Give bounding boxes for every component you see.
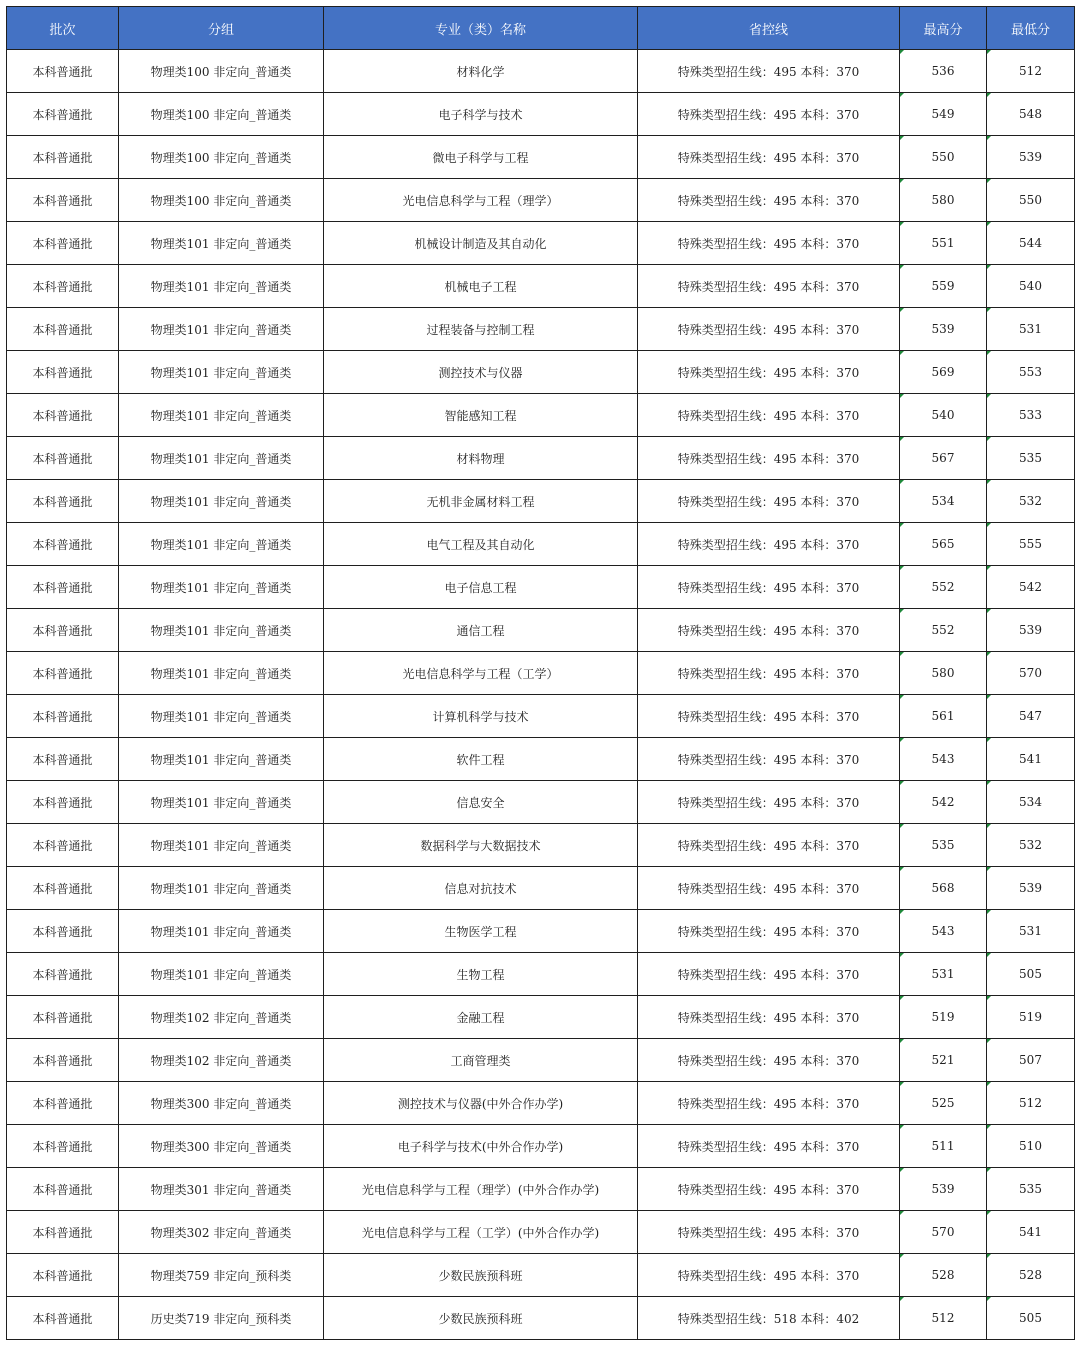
cell-max-score: 528	[900, 1254, 987, 1297]
cell-group: 物理类101 非定向_普通类	[119, 437, 324, 480]
cell-min-score: 544	[987, 222, 1075, 265]
cell-max-score: 552	[900, 609, 987, 652]
cell-control-line: 特殊类型招生线：495 本科：370	[638, 50, 900, 93]
table-row	[7, 738, 1075, 781]
cell-max-score: 552	[900, 566, 987, 609]
cell-min-score: 548	[987, 93, 1075, 136]
table-row	[7, 265, 1075, 308]
cell-control-line: 特殊类型招生线：495 本科：370	[638, 222, 900, 265]
cell-batch: 本科普通批	[7, 523, 119, 566]
cell-group: 物理类101 非定向_普通类	[119, 566, 324, 609]
cell-major: 测控技术与仪器(中外合作办学)	[324, 1082, 638, 1125]
cell-group: 物理类101 非定向_普通类	[119, 738, 324, 781]
cell-batch: 本科普通批	[7, 953, 119, 996]
cell-min-score: 540	[987, 265, 1075, 308]
cell-batch: 本科普通批	[7, 1168, 119, 1211]
cell-max-score: 536	[900, 50, 987, 93]
cell-group: 物理类759 非定向_预科类	[119, 1254, 324, 1297]
cell-min-score: 531	[987, 910, 1075, 953]
cell-control-line: 特殊类型招生线：495 本科：370	[638, 910, 900, 953]
table-row	[7, 953, 1075, 996]
cell-control-line: 特殊类型招生线：495 本科：370	[638, 953, 900, 996]
table-row	[7, 566, 1075, 609]
cell-group: 物理类101 非定向_普通类	[119, 609, 324, 652]
cell-control-line: 特殊类型招生线：495 本科：370	[638, 566, 900, 609]
cell-max-score: 535	[900, 824, 987, 867]
cell-group: 物理类100 非定向_普通类	[119, 179, 324, 222]
cell-min-score: 507	[987, 1039, 1075, 1082]
table-row	[7, 437, 1075, 480]
header-group: 分组	[119, 7, 324, 50]
cell-control-line: 特殊类型招生线：495 本科：370	[638, 609, 900, 652]
cell-batch: 本科普通批	[7, 781, 119, 824]
cell-group: 物理类101 非定向_普通类	[119, 308, 324, 351]
cell-max-score: 551	[900, 222, 987, 265]
cell-control-line: 特殊类型招生线：495 本科：370	[638, 695, 900, 738]
cell-batch: 本科普通批	[7, 738, 119, 781]
cell-major: 电气工程及其自动化	[324, 523, 638, 566]
cell-batch: 本科普通批	[7, 1211, 119, 1254]
cell-batch: 本科普通批	[7, 566, 119, 609]
cell-control-line: 特殊类型招生线：495 本科：370	[638, 824, 900, 867]
cell-major: 无机非金属材料工程	[324, 480, 638, 523]
cell-major: 信息安全	[324, 781, 638, 824]
table-row	[7, 136, 1075, 179]
cell-max-score: 580	[900, 652, 987, 695]
table-row	[7, 781, 1075, 824]
cell-batch: 本科普通批	[7, 996, 119, 1039]
cell-batch: 本科普通批	[7, 824, 119, 867]
table-row	[7, 480, 1075, 523]
cell-min-score: 570	[987, 652, 1075, 695]
table-row	[7, 910, 1075, 953]
cell-group: 物理类101 非定向_普通类	[119, 867, 324, 910]
cell-group: 物理类300 非定向_普通类	[119, 1125, 324, 1168]
cell-group: 物理类101 非定向_普通类	[119, 351, 324, 394]
cell-max-score: 565	[900, 523, 987, 566]
cell-max-score: 543	[900, 738, 987, 781]
cell-batch: 本科普通批	[7, 136, 119, 179]
cell-min-score: 535	[987, 437, 1075, 480]
cell-min-score: 532	[987, 480, 1075, 523]
cell-group: 物理类101 非定向_普通类	[119, 480, 324, 523]
cell-group: 物理类101 非定向_普通类	[119, 910, 324, 953]
table-row	[7, 867, 1075, 910]
cell-major: 过程装备与控制工程	[324, 308, 638, 351]
cell-control-line: 特殊类型招生线：495 本科：370	[638, 1168, 900, 1211]
cell-group: 物理类101 非定向_普通类	[119, 652, 324, 695]
cell-batch: 本科普通批	[7, 50, 119, 93]
cell-batch: 本科普通批	[7, 222, 119, 265]
cell-max-score: 543	[900, 910, 987, 953]
table-row	[7, 1297, 1075, 1340]
cell-min-score: 539	[987, 867, 1075, 910]
cell-min-score: 539	[987, 609, 1075, 652]
cell-batch: 本科普通批	[7, 308, 119, 351]
cell-control-line: 特殊类型招生线：495 本科：370	[638, 351, 900, 394]
cell-major: 机械设计制造及其自动化	[324, 222, 638, 265]
cell-batch: 本科普通批	[7, 480, 119, 523]
cell-min-score: 542	[987, 566, 1075, 609]
cell-min-score: 510	[987, 1125, 1075, 1168]
cell-max-score: 570	[900, 1211, 987, 1254]
cell-group: 物理类101 非定向_普通类	[119, 781, 324, 824]
cell-batch: 本科普通批	[7, 351, 119, 394]
cell-batch: 本科普通批	[7, 1125, 119, 1168]
table-row	[7, 1125, 1075, 1168]
cell-major: 光电信息科学与工程（理学）(中外合作办学)	[324, 1168, 638, 1211]
cell-control-line: 特殊类型招生线：495 本科：370	[638, 480, 900, 523]
table-row	[7, 1211, 1075, 1254]
cell-max-score: 561	[900, 695, 987, 738]
cell-major: 少数民族预科班	[324, 1254, 638, 1297]
table-row	[7, 1168, 1075, 1211]
table-row	[7, 222, 1075, 265]
cell-control-line: 特殊类型招生线：495 本科：370	[638, 738, 900, 781]
cell-major: 光电信息科学与工程（工学）(中外合作办学)	[324, 1211, 638, 1254]
cell-group: 物理类101 非定向_普通类	[119, 265, 324, 308]
cell-min-score: 519	[987, 996, 1075, 1039]
cell-batch: 本科普通批	[7, 179, 119, 222]
cell-major: 测控技术与仪器	[324, 351, 638, 394]
cell-min-score: 550	[987, 179, 1075, 222]
cell-max-score: 511	[900, 1125, 987, 1168]
cell-major: 材料物理	[324, 437, 638, 480]
table-row	[7, 50, 1075, 93]
cell-max-score: 559	[900, 265, 987, 308]
table-row	[7, 394, 1075, 437]
cell-min-score: 534	[987, 781, 1075, 824]
cell-max-score: 550	[900, 136, 987, 179]
table-row	[7, 695, 1075, 738]
cell-major: 金融工程	[324, 996, 638, 1039]
cell-control-line: 特殊类型招生线：495 本科：370	[638, 394, 900, 437]
cell-min-score: 532	[987, 824, 1075, 867]
cell-group: 物理类102 非定向_普通类	[119, 1039, 324, 1082]
cell-group: 物理类301 非定向_普通类	[119, 1168, 324, 1211]
cell-control-line: 特殊类型招生线：495 本科：370	[638, 523, 900, 566]
cell-min-score: 505	[987, 953, 1075, 996]
cell-major: 数据科学与大数据技术	[324, 824, 638, 867]
cell-max-score: 519	[900, 996, 987, 1039]
cell-control-line: 特殊类型招生线：495 本科：370	[638, 1125, 900, 1168]
cell-major: 电子信息工程	[324, 566, 638, 609]
cell-control-line: 特殊类型招生线：495 本科：370	[638, 1211, 900, 1254]
cell-min-score: 553	[987, 351, 1075, 394]
cell-control-line: 特殊类型招生线：495 本科：370	[638, 781, 900, 824]
table-body	[7, 50, 1075, 1340]
admission-scores-table-container	[6, 6, 1074, 1340]
cell-group: 物理类300 非定向_普通类	[119, 1082, 324, 1125]
table-row	[7, 609, 1075, 652]
cell-major: 智能感知工程	[324, 394, 638, 437]
cell-min-score: 541	[987, 1211, 1075, 1254]
cell-max-score: 525	[900, 1082, 987, 1125]
cell-batch: 本科普通批	[7, 1039, 119, 1082]
cell-major: 通信工程	[324, 609, 638, 652]
cell-max-score: 521	[900, 1039, 987, 1082]
cell-control-line: 特殊类型招生线：495 本科：370	[638, 136, 900, 179]
cell-major: 少数民族预科班	[324, 1297, 638, 1340]
cell-min-score: 528	[987, 1254, 1075, 1297]
cell-group: 物理类100 非定向_普通类	[119, 136, 324, 179]
cell-group: 物理类101 非定向_普通类	[119, 222, 324, 265]
cell-max-score: 539	[900, 308, 987, 351]
admission-scores-table	[6, 6, 1075, 1340]
header-max-score: 最高分	[900, 7, 987, 50]
cell-control-line: 特殊类型招生线：495 本科：370	[638, 437, 900, 480]
cell-min-score: 547	[987, 695, 1075, 738]
cell-min-score: 531	[987, 308, 1075, 351]
table-row	[7, 93, 1075, 136]
cell-batch: 本科普通批	[7, 93, 119, 136]
cell-max-score: 534	[900, 480, 987, 523]
header-batch: 批次	[7, 7, 119, 50]
cell-control-line: 特殊类型招生线：495 本科：370	[638, 1039, 900, 1082]
cell-control-line: 特殊类型招生线：495 本科：370	[638, 1254, 900, 1297]
cell-batch: 本科普通批	[7, 910, 119, 953]
cell-control-line: 特殊类型招生线：518 本科：402	[638, 1297, 900, 1340]
cell-control-line: 特殊类型招生线：495 本科：370	[638, 179, 900, 222]
cell-batch: 本科普通批	[7, 652, 119, 695]
cell-batch: 本科普通批	[7, 695, 119, 738]
cell-batch: 本科普通批	[7, 867, 119, 910]
cell-batch: 本科普通批	[7, 265, 119, 308]
cell-group: 物理类302 非定向_普通类	[119, 1211, 324, 1254]
cell-major: 机械电子工程	[324, 265, 638, 308]
cell-major: 光电信息科学与工程（工学）	[324, 652, 638, 695]
cell-major: 电子科学与技术	[324, 93, 638, 136]
cell-max-score: 567	[900, 437, 987, 480]
cell-min-score: 535	[987, 1168, 1075, 1211]
cell-control-line: 特殊类型招生线：495 本科：370	[638, 265, 900, 308]
cell-major: 工商管理类	[324, 1039, 638, 1082]
cell-max-score: 580	[900, 179, 987, 222]
cell-major: 软件工程	[324, 738, 638, 781]
cell-group: 物理类101 非定向_普通类	[119, 695, 324, 738]
cell-max-score: 549	[900, 93, 987, 136]
header-control-line: 省控线	[638, 7, 900, 50]
cell-min-score: 541	[987, 738, 1075, 781]
cell-group: 物理类100 非定向_普通类	[119, 50, 324, 93]
table-row	[7, 1039, 1075, 1082]
cell-control-line: 特殊类型招生线：495 本科：370	[638, 1082, 900, 1125]
cell-group: 历史类719 非定向_预科类	[119, 1297, 324, 1340]
cell-group: 物理类101 非定向_普通类	[119, 523, 324, 566]
cell-control-line: 特殊类型招生线：495 本科：370	[638, 93, 900, 136]
cell-group: 物理类101 非定向_普通类	[119, 824, 324, 867]
table-row	[7, 1254, 1075, 1297]
table-row	[7, 308, 1075, 351]
cell-major: 生物医学工程	[324, 910, 638, 953]
cell-batch: 本科普通批	[7, 1297, 119, 1340]
table-header-row	[7, 7, 1075, 50]
cell-batch: 本科普通批	[7, 1254, 119, 1297]
cell-batch: 本科普通批	[7, 394, 119, 437]
table-row	[7, 523, 1075, 566]
cell-batch: 本科普通批	[7, 1082, 119, 1125]
cell-min-score: 505	[987, 1297, 1075, 1340]
cell-max-score: 512	[900, 1297, 987, 1340]
table-row	[7, 652, 1075, 695]
cell-control-line: 特殊类型招生线：495 本科：370	[638, 867, 900, 910]
cell-batch: 本科普通批	[7, 609, 119, 652]
cell-group: 物理类100 非定向_普通类	[119, 93, 324, 136]
cell-control-line: 特殊类型招生线：495 本科：370	[638, 996, 900, 1039]
cell-major: 电子科学与技术(中外合作办学)	[324, 1125, 638, 1168]
cell-control-line: 特殊类型招生线：495 本科：370	[638, 308, 900, 351]
cell-control-line: 特殊类型招生线：495 本科：370	[638, 652, 900, 695]
cell-max-score: 531	[900, 953, 987, 996]
header-min-score: 最低分	[987, 7, 1075, 50]
table-row	[7, 351, 1075, 394]
cell-max-score: 568	[900, 867, 987, 910]
header-major: 专业（类）名称	[324, 7, 638, 50]
table-row	[7, 1082, 1075, 1125]
table-row	[7, 824, 1075, 867]
cell-min-score: 533	[987, 394, 1075, 437]
cell-min-score: 512	[987, 1082, 1075, 1125]
cell-min-score: 539	[987, 136, 1075, 179]
cell-major: 信息对抗技术	[324, 867, 638, 910]
cell-min-score: 555	[987, 523, 1075, 566]
cell-max-score: 542	[900, 781, 987, 824]
cell-group: 物理类101 非定向_普通类	[119, 953, 324, 996]
cell-major: 材料化学	[324, 50, 638, 93]
table-row	[7, 179, 1075, 222]
cell-major: 光电信息科学与工程（理学）	[324, 179, 638, 222]
cell-group: 物理类101 非定向_普通类	[119, 394, 324, 437]
cell-max-score: 540	[900, 394, 987, 437]
cell-group: 物理类102 非定向_普通类	[119, 996, 324, 1039]
table-row	[7, 996, 1075, 1039]
cell-max-score: 569	[900, 351, 987, 394]
cell-max-score: 539	[900, 1168, 987, 1211]
cell-major: 生物工程	[324, 953, 638, 996]
cell-major: 微电子科学与工程	[324, 136, 638, 179]
cell-major: 计算机科学与技术	[324, 695, 638, 738]
cell-batch: 本科普通批	[7, 437, 119, 480]
cell-min-score: 512	[987, 50, 1075, 93]
